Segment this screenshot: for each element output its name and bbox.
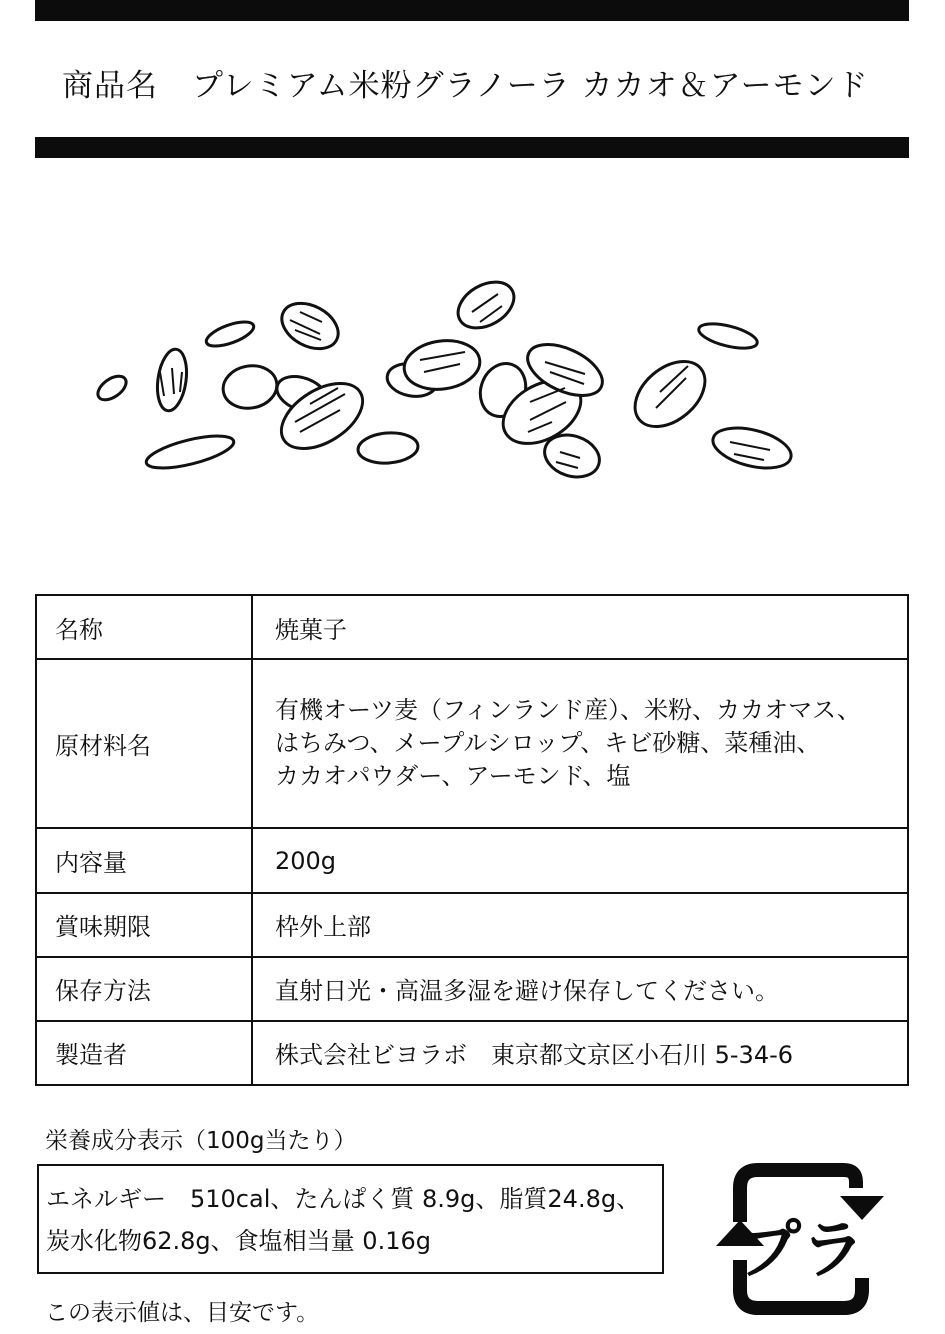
table-value-cell: 焼菓子 xyxy=(252,595,908,659)
nutrition-line: 炭水化物62.8g、食塩相当量 0.16g xyxy=(46,1227,431,1255)
table-row xyxy=(36,957,908,1021)
table-value-cell: 株式会社ビヨラボ 東京都文京区小石川 5-34-6 xyxy=(252,1021,908,1085)
nutrition-box xyxy=(37,1164,664,1274)
nutrition-note: この表示値は、目安です。 xyxy=(45,1300,320,1326)
top-bar xyxy=(35,0,909,21)
table-value-cell: 直射日光・高温多湿を避け保存してください。 xyxy=(252,957,908,1021)
pla-recycle-icon xyxy=(706,1160,896,1320)
product-name-label: 商品名 xyxy=(62,68,158,104)
nutrition-title: 栄養成分表示（100g当たり） xyxy=(45,1128,357,1154)
table-value-cell: 枠外上部 xyxy=(252,893,908,957)
table-value-cell: 200g xyxy=(252,828,908,892)
table-label-cell: 賞味期限 xyxy=(36,893,252,957)
table-row xyxy=(36,828,908,892)
table-label-cell: 製造者 xyxy=(36,1021,252,1085)
ingredients-line: 有機オーツ麦（フィンランド産）、米粉、カカオマス、 xyxy=(275,696,861,725)
ingredients-line: カカオパウダー、アーモンド、塩 xyxy=(275,762,631,791)
table-label-cell: 原材料名 xyxy=(36,659,252,828)
product-label-table xyxy=(35,594,909,1086)
table-label-cell: 保存方法 xyxy=(36,957,252,1021)
table-row xyxy=(36,659,908,828)
recycle-mark-text: プラ xyxy=(737,1214,865,1288)
table-row xyxy=(36,893,908,957)
product-name-line xyxy=(62,60,869,105)
ingredients-line: はちみつ、メープルシロップ、キビ砂糖、菜種油、 xyxy=(275,729,821,758)
nutrition-line: エネルギー 510cal、たんぱく質 8.9g、脂質24.8g、 xyxy=(46,1185,641,1213)
ingredients-cell xyxy=(252,659,908,828)
almonds-illustration-icon xyxy=(90,272,810,482)
table-row xyxy=(36,1021,908,1085)
table-label-cell: 名称 xyxy=(36,595,252,659)
table-row xyxy=(36,595,908,659)
table-label-cell: 内容量 xyxy=(36,828,252,892)
bottom-bar xyxy=(35,137,909,158)
product-name: プレミアム米粉グラノーラ カカオ＆アーモンド xyxy=(192,68,869,104)
